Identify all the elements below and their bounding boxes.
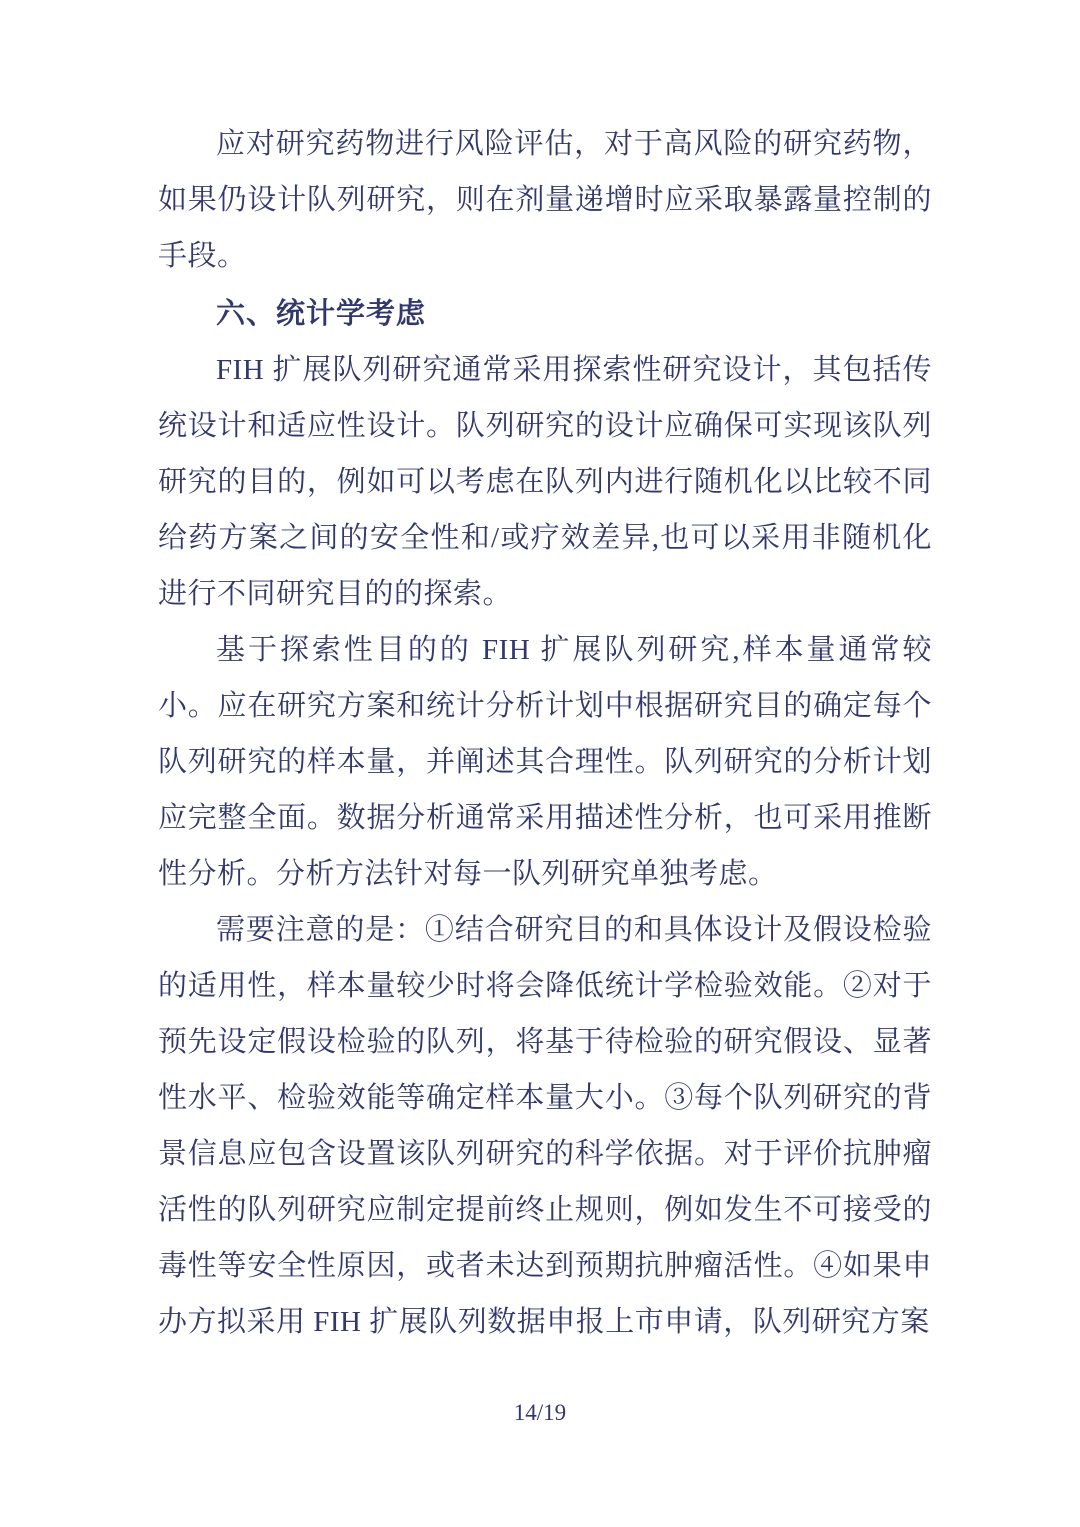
page-footer bbox=[0, 1398, 1080, 1428]
section-heading-statistical-considerations: 六、统计学考虑 bbox=[216, 298, 427, 330]
paragraph-sample-size-analysis: 基于探索性目的的 FIH 扩展队列研究,样本量通常较小。应在研究方案和统计分析计划中根据研究目的确定每个队列研究的样本量，并阐述其合理性。队列研究的分析计划应完整全面。数据分析通常采用描述性分析，也可采用推断性分析。分析方法针对每一队列研究单独考虑。 bbox=[158, 634, 932, 890]
paragraph-risk-assessment: 应对研究药物进行风险评估，对于高风险的研究药物，如果仍设计队列研究，则在剂量递增时应采取暴露量控制的手段。 bbox=[158, 128, 932, 272]
paragraph-study-design: FIH 扩展队列研究通常采用探索性研究设计，其包括传统设计和适应性设计。队列研究的设计应确保可实现该队列研究的目的，例如可以考虑在队列内进行随机化以比较不同给药方案之间的安全性和/或疗效差异,也可以采用非随机化进行不同研究目的的探索。 bbox=[158, 354, 932, 610]
page-content bbox=[158, 116, 932, 1350]
page-number: 14/19 bbox=[513, 1400, 567, 1425]
paragraph-notes-numbered-points: 需要注意的是：①结合研究目的和具体设计及假设检验的适用性，样本量较少时将会降低统计学检验效能。②对于预先设定假设检验的队列，将基于待检验的研究假设、显著性水平、检验效能等确定样本量大小。③每个队列研究的背景信息应包含设置该队列研究的科学依据。对于评价抗肿瘤活性的队列研究应制定提前终止规则，例如发生不可接受的毒性等安全性原因，或者未达到预期抗肿瘤活性。④如果申办方拟采用 FIH 扩展队列数据申报上市申请，队列研究方案 bbox=[158, 914, 932, 1338]
